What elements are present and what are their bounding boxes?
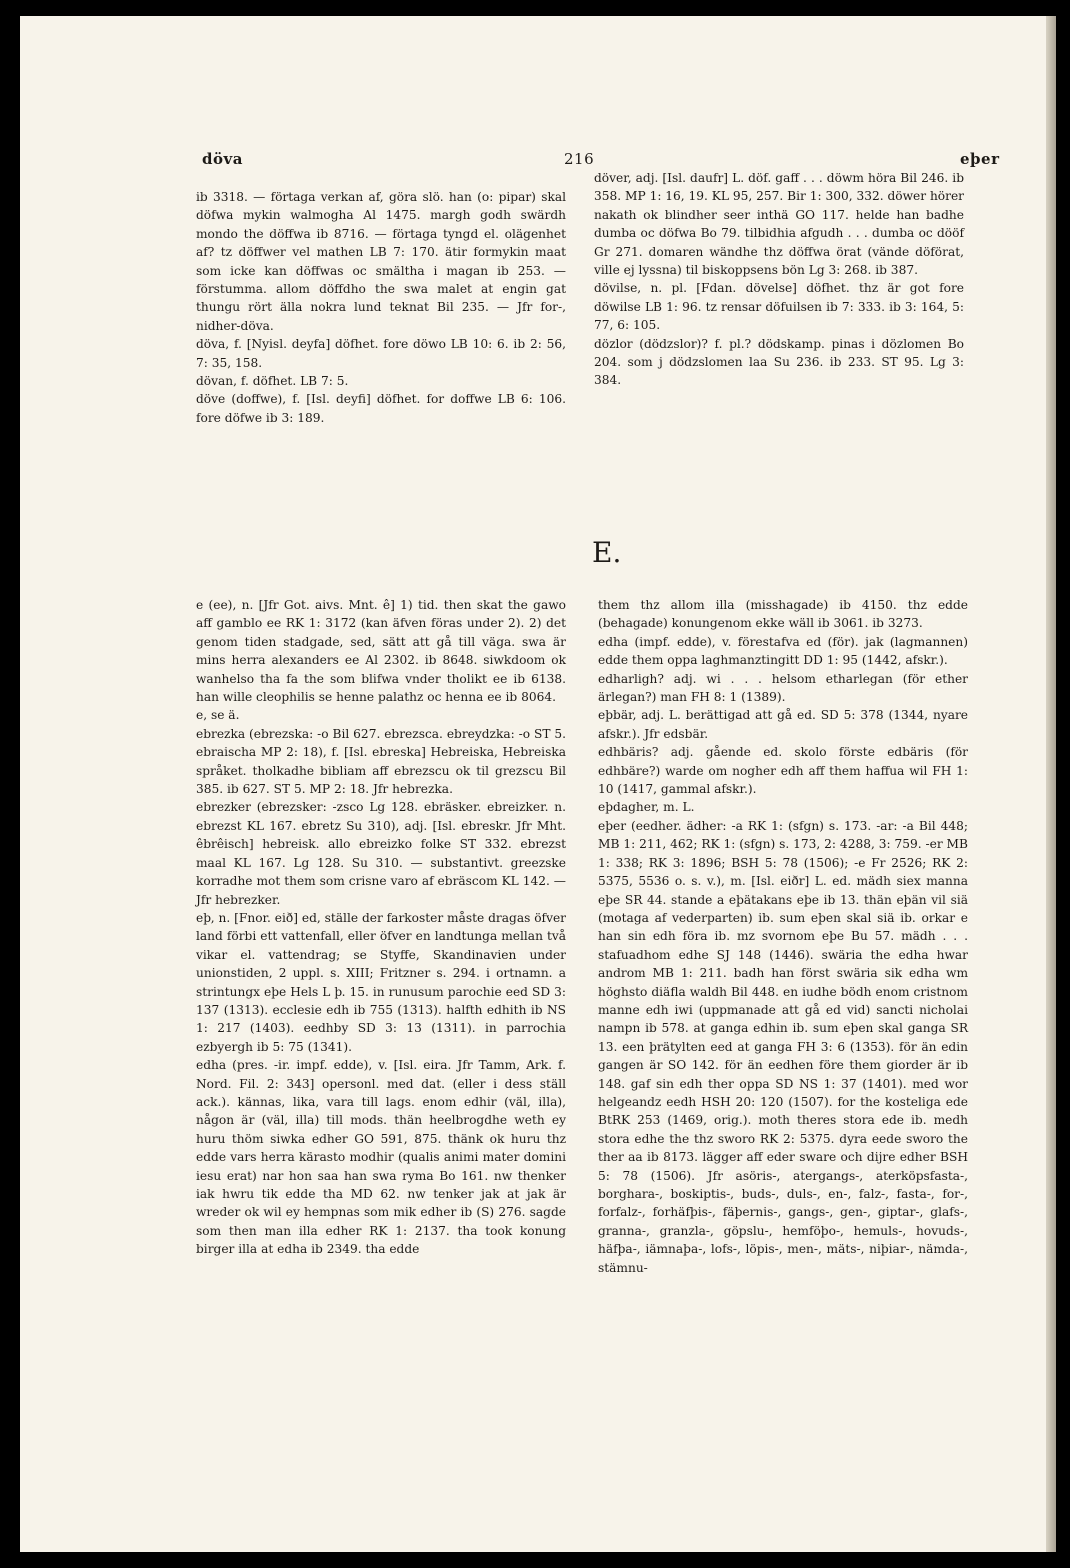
entry-text: ebrezka (ebrezska: -o Bil 627. ebrezsca. ebreydzka: -o ST 5. ebraischa MP 2: 18), f. [Isl. ebreska] Hebreiska, Hebreiska språket. tholkadhe bibliam aff ebrezscu ok til grezscu Bil 385. ib 627. ST 5. MP 2: 18. Jfr hebrezka. [196, 726, 566, 797]
entry-text: eþer (eedher. ädher: -a RK 1: (sfgn) s. 173. -ar: -a Bil 448; MB 1: 211, 462; RK 1: (sfgn) s. 173, 2: 4288, 3: 759. -er MB 1: 338; RK 3: 1896; BSH 5: 78 (1506); -e Fr 2526; RK 2: 5375, 5536 o. s. v.), m. [Isl. eiðr] L. ed. mädh siex manna eþe SR 44. stande a eþätakans eþe ib 13. thän eþän vil siä (motaga af vederparten) ib. sum eþen skal siä ib. orkar e han sin edh föra ib. mz svornom eþe Bu 57. mädh . . . stafuadhom edhe SJ 148 (1446). swäria the edha hwar androm MB 1: 211. badh han först swäria sik edha wm höghsto diäfla waldh Bil 448. en iudhe bödh enom cristnom manne edh iwi (uppmanade att gå ed vid) sancti nicholai nampn ib 578. at ganga edhin ib. sum eþen skal ganga SR 13. een þrätylten eed at ganga FH 3: 6 (1353). för än edin gangen är SO 142. för än eedhen före them giorder är ib 148. gaf sin edh ther oppa SD NS 1: 37 (1401). med wor helgeandz eedh HSH 20: 120 (1507). for the kosteliga ede BtRK 253 (1469, orig.). moth theres stora ede ib. medh stora edhe the thz sworo RK 2: 5375. dyra eede sworo the ther aa ib 8173. lägger aff eder sware och dijre edher BSH 5: 78 (1506). Jfr asöris-, atergangs-, aterköpsfasta-, borghara-, boskiptis-, buds-, duls-, en-, falz-, fasta-, for-, forfalz-, forhäfþis-, fäþernis-, gangs-, gen-, giptar-, glafs-, granna-, granzla-, göpslu-, hemföþo-, hemuls-, hovuds-, häfþa-, iämnaþa-, lofs-, löpis-, men-, mäts-, niþiar-, nämda-, stämnu- [598, 818, 968, 1275]
entry-text: edharligh? adj. wi . . . helsom etharlegan (för ether ärlegan?) man FH 8: 1 (1389). [598, 671, 968, 705]
entry-text: dözlor (dödzslor)? f. pl.? dödskamp. pinas i dözlomen Bo 204. som j dödzslomen laa Su 236. ib 233. ST 95. Lg 3: 384. [594, 336, 964, 388]
entry-text: ib 3318. — förtaga verkan af, göra slö. han (o: pipar) skal döfwa mykin walmogha Al 1475. margh godh swärdh mondo the döffwa ib 8716. — förtaga tyngd el. olägenhet af? tz döffwer vel mathen LB 7: 170. ätir formykin maat som icke kan döffwas oc smältha i magan ib 253. — förstumma. allom döffdho the swa malet at engin gat thungu rört älla nokra lund teknat Bil 235. — Jfr for-, nidher-döva. [196, 190, 566, 333]
entry-text: ebrezker (ebrezsker: -zsco Lg 128. ebräsker. ebreizker. n. ebrezst KL 167. ebretz Su 310), adj. [Isl. ebreskr. Jfr Mht. êbrêisch] hebreisk. allo ebreizko folke ST 332. ebrezst maal KL 167. Lg 128. Su 310. — substantivt. greezske korradhe mot them som crisne varo af ebräscom KL 142. — Jfr hebrezker. [196, 800, 566, 907]
entry-text: döve (doffwe), f. [Isl. deyfi] döfhet. for doffwe LB 6: 106. fore döfwe ib 3: 189. [196, 392, 566, 425]
entry-text: eþbär, adj. L. berättigad att gå ed. SD 5: 378 (1344, nyare afskr.). Jfr edsbär. [598, 708, 968, 741]
entry-text: e, se ä. [196, 708, 240, 723]
running-head-right: eþer [960, 150, 1000, 168]
entry-text: eþdagher, m. L. [598, 800, 695, 815]
entry-text: edha (impf. edde), v. förestafva ed (för). jak (lagmannen) edde them oppa laghmanztingitt DD 1: 95 (1442, afskr.). [598, 634, 968, 668]
column-bottom-right [598, 596, 968, 1277]
running-head-left: döva [202, 150, 243, 168]
entry-text: eþ, n. [Fnor. eið] ed, ställe der farkoster måste dragas öfver land förbi ett vattenfall, eller öfver en landtunga mellan två vikar el. vattendrag; se Styffe, Skandinavien under unionstiden, 2 uppl. s. XIII; Fritzner s. 294. i ortnamn. a strintungx eþe Hels L þ. 15. in runusum parochie eed SD 3: 137 (1313). ecclesie edh ib 755 (1313). halfth edhith ib NS 1: 217 (1403). eedhby SD 3: 13 (1311). in parrochia ezbyergh ib 5: 75 (1341). [196, 910, 566, 1054]
entry-text: them thz allom illa (misshagade) ib 4150. thz edde (behagade) konungenom ekke wäll ib 3061. ib 3273. [598, 598, 968, 631]
entry-text: e (ee), n. [Jfr Got. aivs. Mnt. ê] 1) tid. then skat the gawo aff gamblo ee RK 1: 3172 (kan äfven föras under 2). 2) det genom tiden stadgade, sed, sätt att gå till väga. swa är mins herra alexanders ee Al 2302. ib 8648. siwkdoom ok wanhelso tha fa the som blifwa vnder tholikt ee ib 6138. han wille cleophilis se henne palathz oc henna ee ib 8064. [196, 598, 566, 705]
dictionary-page [20, 16, 1056, 1552]
entry-text: dövilse, n. pl. [Fdan. dövelse] döfhet. thz är got fore döwilse LB 1: 96. tz rensar döfuilsen ib 7: 333. ib 3: 164, 5: 77, 6: 105. [594, 281, 964, 333]
section-letter-heading: E. [592, 536, 622, 569]
entry-text: döver, adj. [Isl. daufr] L. döf. gaff . . . döwm höra Bil 246. ib 358. MP 1: 16, 19. KL 95, 257. Bir 1: 300, 332. döwer hörer nakath ok blindher seer inthä GO 117. helde han badhe dumba oc döfwa Bo 79. tilbidhia afgudh . . . dumba oc dööf Gr 271. domaren wändhe thz döffwa örat (vände döförat, ville ej lyssna) til biskoppsens bön Lg 3: 268. ib 387. [594, 171, 964, 278]
entry-text: edhbäris? adj. gående ed. skolo förste edbäris (för edhbäre?) warde om nogher edh aff them haffua wil FH 1: 10 (1417, gammal afskr.). [598, 745, 968, 797]
column-bottom-left [196, 596, 566, 1259]
entry-text: dövan, f. döfhet. LB 7: 5. [196, 374, 349, 389]
page-spine-shadow [1046, 16, 1056, 1552]
column-top-right [594, 169, 964, 390]
entry-text: döva, f. [Nyisl. deyfa] döfhet. fore döwo LB 10: 6. ib 2: 56, 7: 35, 158. [196, 337, 566, 370]
column-top-left [196, 188, 566, 427]
entry-text: edha (pres. -ir. impf. edde), v. [Isl. eira. Jfr Tamm, Ark. f. Nord. Fil. 2: 343] opersonl. med dat. (eller i dess ställ ack.). kännas, lika, vara till lags. enom edhir (väl, illa), någon är (väl, illa) till mods. thän heelbrogdhe weth ey huru thöm siwka edher GO 591, 875. thänk ok huru thz edde vars herra kärasto modhir (qualis animi mater domini iesu erat) nar hon saa han swa ryma Bo 161. nw thenker iak hwru tik edde tha MD 62. nw tenker jak at jak är wreder ok wil ey hempnas som mik edher ib (S) 276. sagde som then man illa edher RK 1: 2137. tha took konung birger illa at edha ib 2349. tha edde [196, 1058, 566, 1257]
page-number: 216 [564, 150, 595, 168]
